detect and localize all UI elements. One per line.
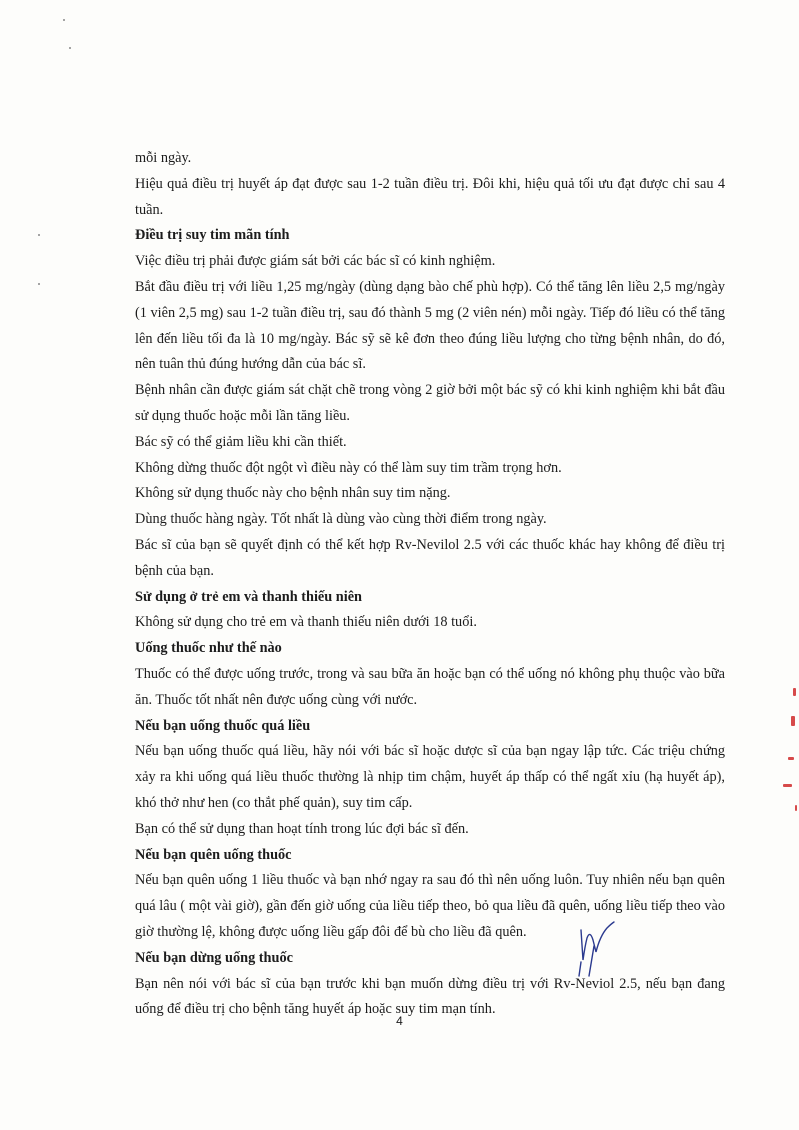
scan-speck — [38, 283, 40, 285]
section-heading: Nếu bạn uống thuốc quá liều — [135, 717, 311, 734]
scan-speck — [38, 234, 40, 236]
paragraph: Dùng thuốc hàng ngày. Tốt nhất là dùng vào cùng thời điểm trong ngày. — [135, 511, 547, 528]
edge-ink-mark — [791, 716, 795, 726]
handwritten-signature — [567, 916, 629, 988]
section-heading: Nếu bạn dừng uống thuốc — [135, 949, 293, 966]
section-heading: Nếu bạn quên uống thuốc — [135, 846, 292, 863]
paragraph: Bạn nên nói với bác sĩ của bạn trước khi bạn muốn dừng điều trị với Rv-Neviol 2.5, nếu bạn đang uống để điều trị cho bệnh tăng huyết áp hoặc suy tim mạn tính. — [135, 975, 725, 1018]
scan-speck — [69, 47, 71, 49]
section-heading: Điều trị suy tim mãn tính — [135, 227, 290, 244]
paragraph: mỗi ngày. — [135, 150, 192, 166]
page-number: 4 — [396, 1014, 403, 1028]
paragraph: Bệnh nhân cần được giám sát chặt chẽ trong vòng 2 giờ bởi một bác sỹ có khi kinh nghiệm khi bắt đầu sử dụng thuốc hoặc mỗi lần tăng liều. — [135, 382, 725, 424]
paragraph: Không sử dụng cho trẻ em và thanh thiếu niên dưới 18 tuổi. — [135, 614, 477, 631]
paragraph: Không dừng thuốc đột ngột vì điều này có thể làm suy tim trầm trọng hơn. — [135, 459, 562, 476]
scan-speck — [63, 19, 65, 21]
paragraph: Nếu bạn quên uống 1 liều thuốc và bạn nhớ ngay ra sau đó thì nên uống luôn. Tuy nhiên nếu bạn quên quá lâu ( một vài giờ), gần đến giờ uống của liều tiếp theo, bỏ qua liều đã quên, uống liều tiếp theo vào giờ thường lệ, không được uống liều gấp đôi để bù cho liều đã quên. — [135, 872, 725, 940]
paragraph: Bắt đầu điều trị với liều 1,25 mg/ngày (dùng dạng bào chế phù hợp). Có thể tăng lên liều 2,5 mg/ngày (1 viên 2,5 mg) sau 1-2 tuần điều trị, sau đó thành 5 mg (2 viên nén) mỗi ngày. Tiếp đó liều có thể tăng lên đến liều tối đa là 10 mg/ngày. Bác sỹ sẽ kê đơn theo đúng liều lượng cho từng bệnh nhân, do đó, nên tuân thủ đúng hướng dẫn của bác sĩ. — [135, 278, 725, 373]
section-heading: Sử dụng ở trẻ em và thanh thiếu niên — [135, 588, 363, 605]
edge-ink-mark — [793, 688, 796, 696]
paragraph: Thuốc có thể được uống trước, trong và sau bữa ăn hoặc bạn có thể uống nó không phụ thuộc vào bữa ăn. Thuốc tốt nhất nên được uống cùng với nước. — [135, 665, 725, 708]
paragraph: Bác sĩ của bạn sẽ quyết định có thể kết hợp Rv-Nevilol 2.5 với các thuốc khác hay không để điều trị bệnh của bạn. — [135, 536, 725, 579]
paragraph: Bác sỹ có thể giảm liều khi cần thiết. — [135, 433, 347, 450]
paragraph: Nếu bạn uống thuốc quá liều, hãy nói với bác sĩ hoặc dược sĩ của bạn ngay lập tức. Các triệu chứng xảy ra khi uống quá liều thuốc thường là nhịp tim chậm, huyết áp thấp có thể ngất xỉu (hạ huyết áp), khó thở như hen (co thắt phế quản), suy tim cấp. — [135, 743, 725, 811]
paragraph: Không sử dụng thuốc này cho bệnh nhân suy tim nặng. — [135, 485, 451, 502]
edge-ink-mark — [783, 784, 792, 787]
section-heading: Uống thuốc như thế nào — [135, 640, 282, 657]
paragraph: Hiệu quả điều trị huyết áp đạt được sau 1-2 tuần điều trị. Đôi khi, hiệu quả tối ưu đạt được chỉ sau 4 tuần. — [135, 175, 725, 218]
paragraph: Bạn có thể sử dụng than hoạt tính trong lúc đợi bác sĩ đến. — [135, 820, 469, 837]
document-body — [135, 146, 725, 1023]
edge-ink-mark — [795, 805, 797, 811]
paragraph: Việc điều trị phải được giám sát bởi các bác sĩ có kinh nghiệm. — [135, 253, 496, 270]
edge-ink-mark — [788, 757, 794, 760]
